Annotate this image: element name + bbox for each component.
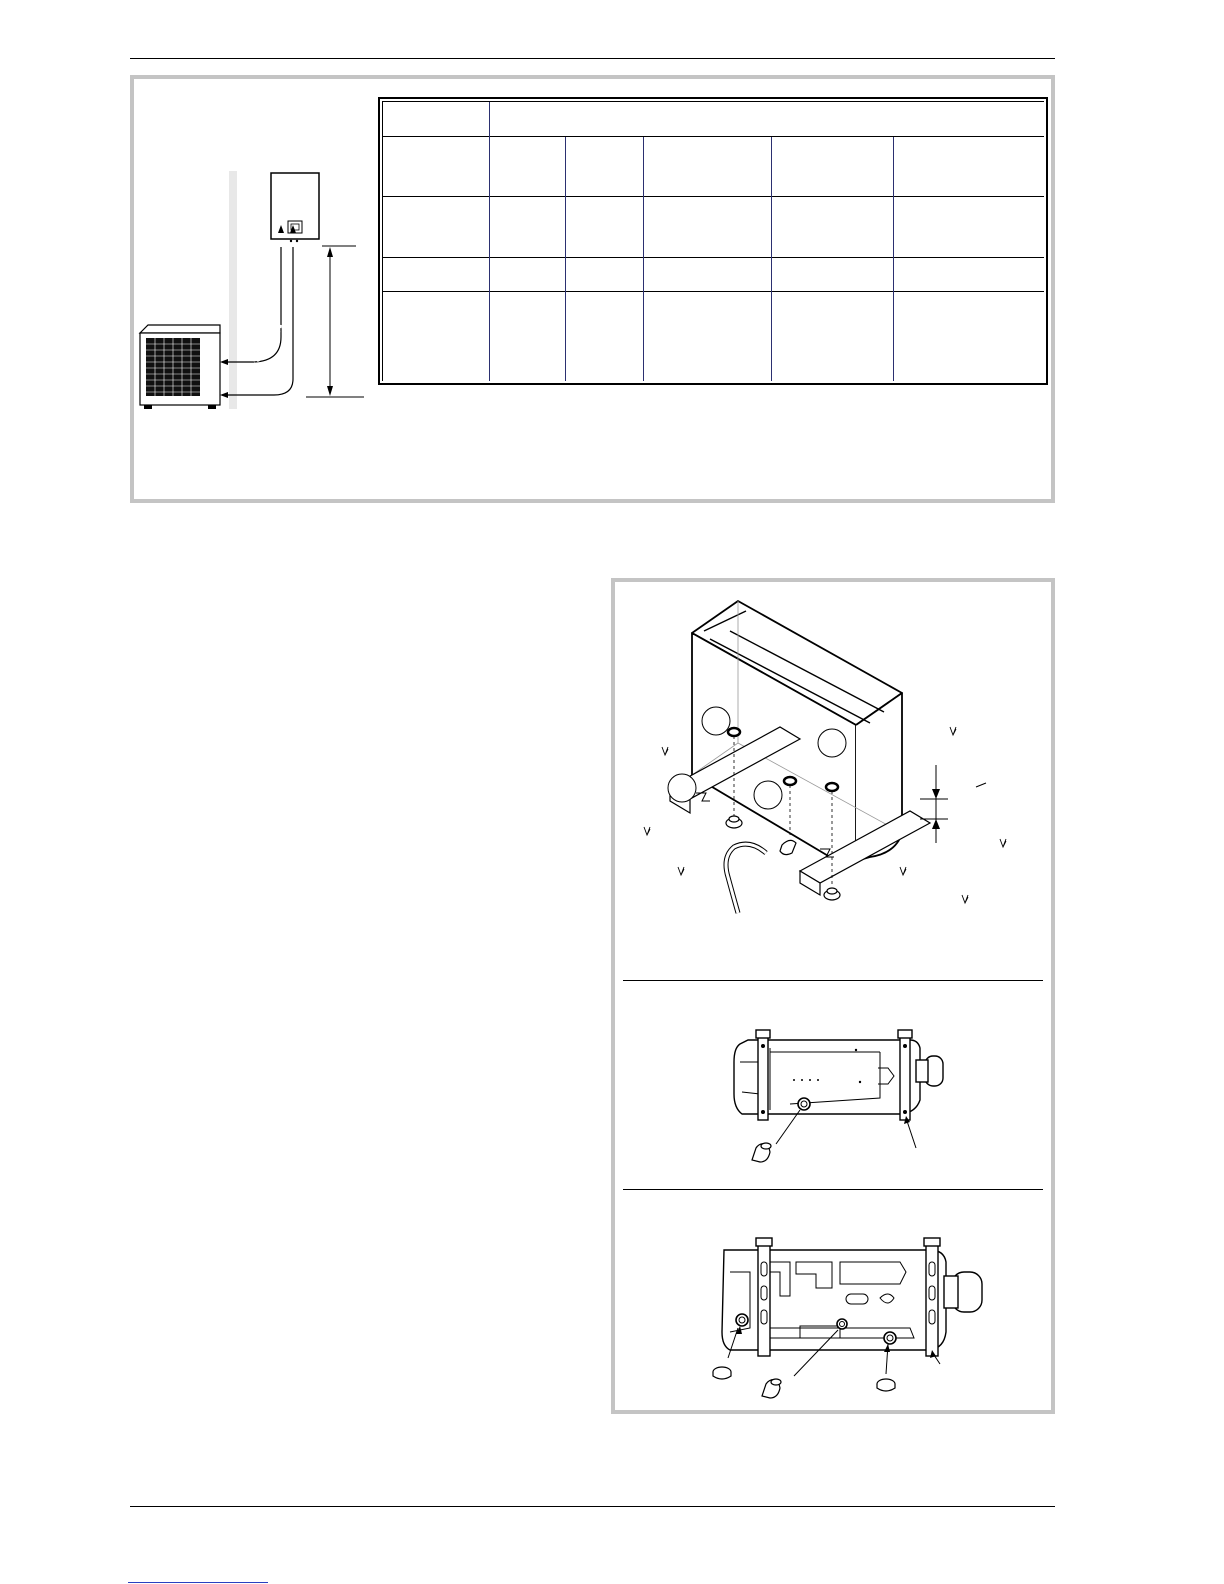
table-row <box>383 136 1045 196</box>
table-cell <box>771 258 893 292</box>
table-cell <box>489 291 565 381</box>
table-cell <box>893 196 1044 257</box>
table-cell <box>771 136 893 196</box>
table-row-label <box>383 258 490 292</box>
table-row <box>383 291 1045 381</box>
table-header-label <box>383 102 490 137</box>
table-cell <box>643 196 771 257</box>
table-cell <box>489 258 565 292</box>
table-cell <box>565 258 643 292</box>
wall-shape <box>229 171 237 409</box>
bottom-view-single-drain-drawing <box>730 1022 970 1172</box>
table-cell <box>489 136 565 196</box>
table-cell <box>771 291 893 381</box>
table-cell <box>643 258 771 292</box>
table-row <box>383 102 1045 137</box>
table-cell <box>565 196 643 257</box>
specification-table <box>382 101 1044 381</box>
installation-figure-panel <box>130 75 1055 503</box>
height-dimension <box>306 246 364 397</box>
table-cell <box>565 136 643 196</box>
unit-on-blocks-drawing <box>630 595 1040 935</box>
outdoor-unit-icon <box>140 325 220 409</box>
header-rule <box>130 58 1055 59</box>
table-cell <box>893 136 1044 196</box>
table-row-label <box>383 196 490 257</box>
table-header-span <box>489 102 1044 137</box>
table-row-label <box>383 291 490 381</box>
table-row <box>383 196 1045 257</box>
table-cell <box>893 291 1044 381</box>
table-cell <box>489 196 565 257</box>
drawing-divider <box>623 980 1043 981</box>
footer-link-underline[interactable] <box>128 1582 268 1583</box>
table-cell <box>565 291 643 381</box>
table-cell <box>893 258 1044 292</box>
drawing-divider <box>623 1189 1043 1190</box>
table-cell <box>643 291 771 381</box>
table-cell <box>643 136 771 196</box>
table-cell <box>771 196 893 257</box>
table-row <box>383 258 1045 292</box>
footer-rule <box>130 1506 1055 1507</box>
bottom-view-multiple-drains-drawing <box>700 1232 1000 1402</box>
indoor-outdoor-installation-illustration <box>134 79 374 409</box>
table-row-label <box>383 136 490 196</box>
